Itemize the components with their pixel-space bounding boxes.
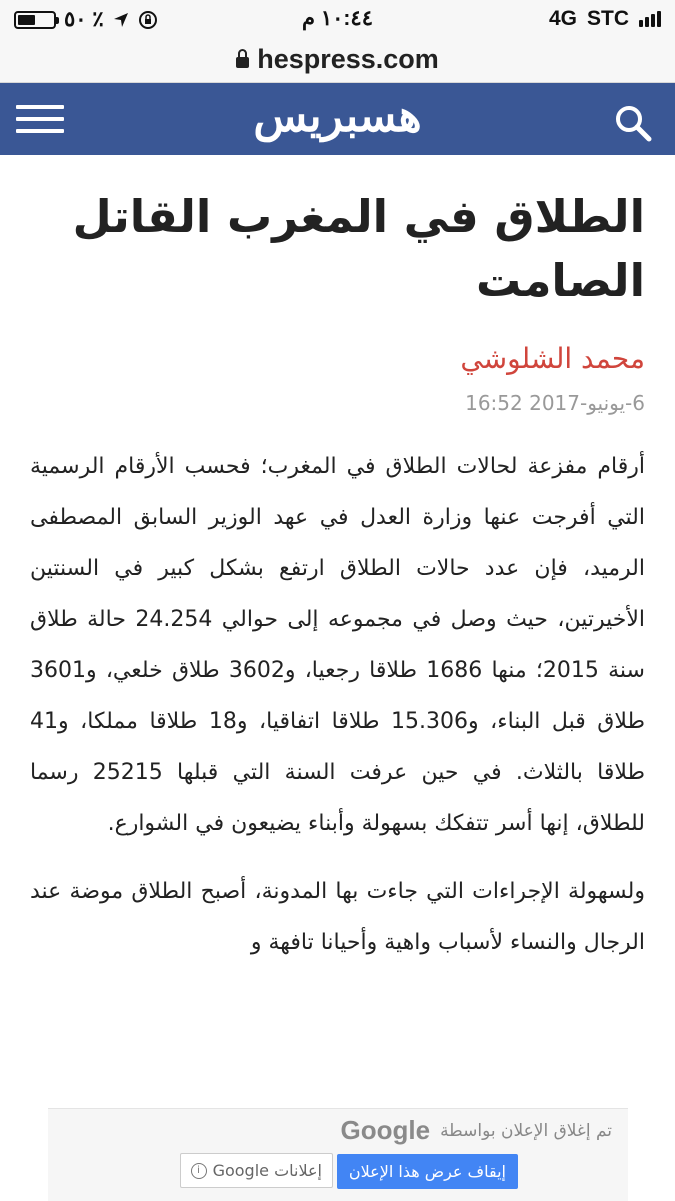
article-title: الطلاق في المغرب القاتل الصامت [72,190,645,307]
article-date: 6-يونيو-2017 16:52 [465,391,645,415]
ad-closed-text: تم إغلاق الإعلان بواسطة [440,1120,612,1141]
search-icon[interactable] [613,103,653,143]
battery-percent: ٥٠ ٪ [64,8,104,31]
lock-icon [236,57,249,68]
carrier-name: STC [587,7,629,30]
info-icon: i [191,1163,207,1179]
stop-ad-button[interactable]: إيقاف عرض هذا الإعلان [337,1154,518,1189]
url-bar[interactable] [0,36,675,83]
url-domain[interactable]: hespress.com [257,43,439,74]
article-paragraph-1: أرقام مفزعة لحالات الطلاق في المغرب؛ فحسب الأرقام الرسمية التي أفرجت عنها وزارة العدل في عهد الوزير السابق المصطفى الرميد، فإن عدد حالات الطلاق ارتفع بشكل كبير في السنتين الأخيرتين، حيث وصل في مجموعه إلى حوالي 24.254 حالة طلاق سنة 2015؛ منها 1686 طلاقا رجعيا، و3602 طلاق خلعي، و3601 طلاق قبل البناء، و15.306 طلاقا اتفاقيا، و18 طلاقا مملكا، و41 طلاقا بالثلاث. في حين عرفت السنة التي قبلها 25215 رسما للطلاق، إنها أسر تتفكك بسهولة وأبناء يضيعون في الشوارع. [30,454,645,836]
ad-header [341,1115,613,1146]
article [30,155,645,968]
site-logo[interactable]: هسبريس [253,91,422,142]
google-ads-info-button[interactable] [180,1153,333,1188]
ad-closed-banner [48,1108,628,1201]
article-author[interactable]: محمد الشلوشي [460,342,645,375]
google-logo: Google [340,1115,431,1145]
status-bar [0,0,675,36]
article-paragraph-2: ولسهولة الإجراءات التي جاءت بها المدونة، أصبح الطلاق موضة عند الرجال والنساء لأسباب واهية وأحيانا تافهة و [30,879,645,955]
signal-bars-icon [639,11,661,27]
site-header [0,83,675,155]
status-time: ١٠:٤٤ م [302,7,373,30]
status-right [549,7,661,31]
network-type: 4G [548,7,577,30]
ads-info-label: إعلانات Google [212,1161,322,1180]
